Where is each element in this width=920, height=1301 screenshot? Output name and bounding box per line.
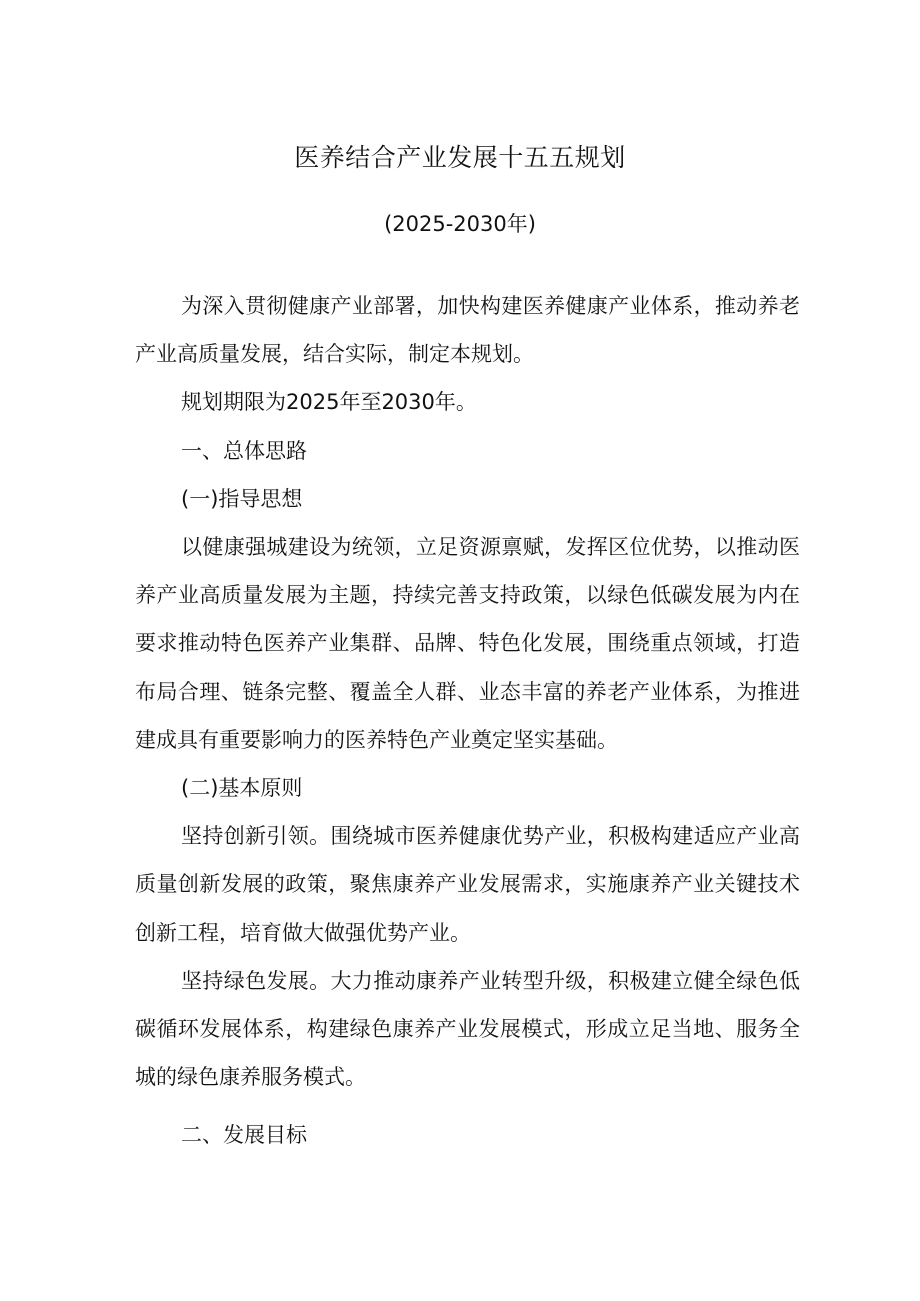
planning-period-paragraph: 规划期限为2025年至2030年。 bbox=[181, 390, 477, 415]
guiding-ideology-paragraph: 以健康强城建设为统领，立足资源禀赋，发挥区位优势，以推动医养产业高质量发展为主题，持续完善支持政策，以绿色低碳发展为内在要求推动特色医养产业集群、品牌、特色化发展，围绕重点领域，打造布局合理、链条完整、覆盖全人群、业态丰富的养老产业体系，为推进建成具有重要影响力的医养特色产业奠定坚实基础。 bbox=[135, 535, 800, 752]
document-title: 医养结合产业发展十五五规划 bbox=[294, 143, 626, 172]
section-heading-overall-approach: 一、总体思路 bbox=[181, 438, 307, 463]
principle-green-paragraph: 坚持绿色发展。大力推动康养产业转型升级，积极建立健全绿色低碳循环发展体系，构建绿色康养产业发展模式，形成立足当地、服务全城的绿色康养服务模式。 bbox=[135, 968, 800, 1090]
principle-innovation-paragraph: 坚持创新引领。围绕城市医养健康优势产业，积极构建适应产业高质量创新发展的政策，聚焦康养产业发展需求，实施康养产业关键技术创新工程，培育做大做强优势产业。 bbox=[135, 824, 800, 945]
document-subtitle: (2025-2030年) bbox=[384, 212, 536, 236]
intro-paragraph: 为深入贯彻健康产业部署，加快构建医养健康产业体系，推动养老产业高质量发展，结合实际，制定本规划。 bbox=[135, 294, 800, 367]
section-heading-development-goals: 二、发展目标 bbox=[181, 1123, 307, 1148]
document-body bbox=[135, 282, 800, 1160]
subsection-heading-basic-principles: (二)基本原则 bbox=[181, 776, 303, 801]
subsection-heading-guiding-ideology: (一)指导思想 bbox=[181, 486, 303, 511]
